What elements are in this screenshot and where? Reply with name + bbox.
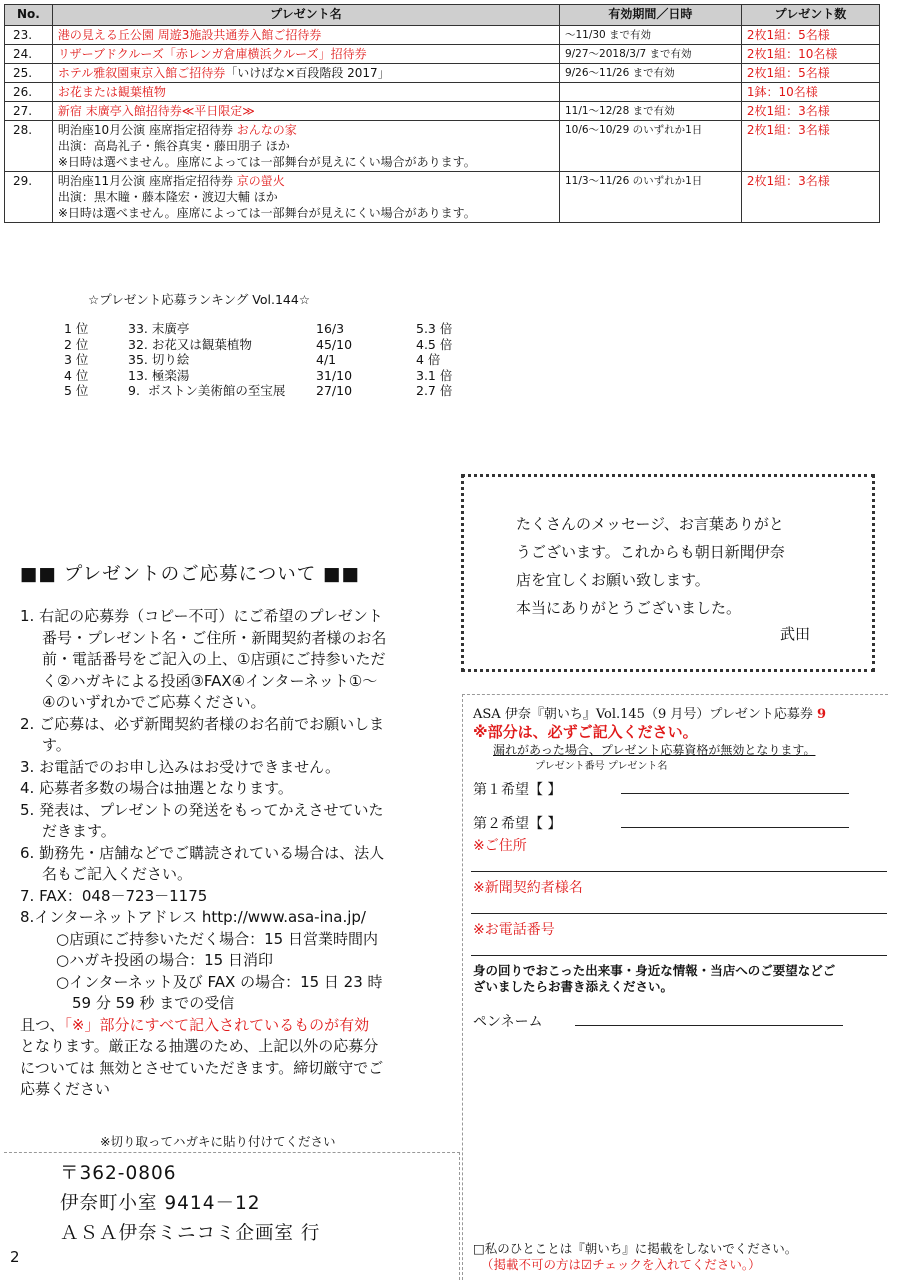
table-row xyxy=(5,102,880,121)
rule-line: 応募ください xyxy=(20,1080,111,1098)
message-line: たくさんのメッセージ、お言葉ありがと xyxy=(516,515,784,533)
table-row xyxy=(5,172,880,223)
ranking-item: 13. 極楽湯 xyxy=(128,367,190,383)
ranking-mult: 4.5 倍 xyxy=(416,336,453,352)
ranking-rank: 3 位 xyxy=(64,352,89,367)
cell-no: 29. xyxy=(5,172,53,223)
name-detail-line: ※日時は選べません。座席によっては一部舞台が見えにくい場合があります。 xyxy=(57,155,476,169)
cell-period xyxy=(559,83,741,102)
entry-form xyxy=(462,694,888,1280)
message-signature: 武田 xyxy=(779,625,810,643)
table-row xyxy=(5,26,880,45)
name-red: 港の見える丘公園 周遊3施設共通券入館ご招待券 xyxy=(57,28,322,42)
rule-line: だきます。 xyxy=(42,822,116,840)
form-title-text: ASA 伊奈『朝いち』Vol.145（9 月号）プレゼント応募券 xyxy=(473,707,813,722)
first-choice-input[interactable] xyxy=(621,793,849,794)
ranking-mult: 4 倍 xyxy=(416,352,441,367)
cell-period: 11/1～12/28 まで有効 xyxy=(559,102,741,121)
cell-count: 2枚1組：3名様 xyxy=(741,121,879,172)
ranking-rank: 1 位 xyxy=(64,321,89,336)
name-detail-line: 出演：黒木瞳・藤本隆宏・渡辺大輔 ほか xyxy=(57,190,278,204)
page-number: 2 xyxy=(10,1248,20,1266)
street-address: 伊奈町小室 9414－12 xyxy=(60,1193,261,1214)
ranking-mult: 5.3 倍 xyxy=(416,321,453,336)
rule-line: ○ハガキ投函の場合：15 日消印 xyxy=(56,951,273,969)
note-prefix: 且つ、 xyxy=(20,1015,65,1034)
invalid-warning: 漏れがあった場合、プレゼント応募資格が無効となります。 xyxy=(493,743,816,757)
rule-line: 6. 勤務先・店舗などでご購読されている場合は、法人 xyxy=(20,843,385,862)
postcard-address-area xyxy=(4,1152,460,1280)
phone-label: ※お電話番号 xyxy=(473,922,555,938)
cell-name xyxy=(52,45,559,64)
rule-line: ○インターネット及び FAX の場合：15 日 23 時 xyxy=(56,972,383,991)
contract-name-label: ※新聞契約者様名 xyxy=(473,880,583,896)
cell-name xyxy=(52,26,559,45)
header-no: No. xyxy=(5,5,53,26)
ranking-row xyxy=(64,337,452,353)
ranking-row xyxy=(64,383,452,399)
name-line xyxy=(58,46,554,62)
ranking-row xyxy=(64,321,452,337)
ranking-item: 35. 切り絵 xyxy=(128,352,190,367)
rule-line: 4. 応募者多数の場合は抽選となります。 xyxy=(20,779,293,797)
ranking-ratio: 27/10 xyxy=(316,383,353,398)
ranking-ratio: 45/10 xyxy=(316,336,353,352)
application-heading: ■■ プレゼントのご応募について ■■ xyxy=(20,564,361,585)
name-red: 京の螢火 xyxy=(236,174,285,188)
name-red: 新宿 末廣亭入館招待券≪平日限定≫ xyxy=(57,104,255,118)
name-line xyxy=(58,173,554,189)
rule-line: す。 xyxy=(42,736,71,754)
pen-name-label: ペンネーム xyxy=(473,1014,543,1030)
cell-name xyxy=(52,102,559,121)
cell-no: 24. xyxy=(5,45,53,64)
ranking-item: 9. ボストン美術館の至宝展 xyxy=(128,383,286,398)
cell-name xyxy=(52,83,559,102)
cell-period: 11/3～11/26 のいずれか1日 xyxy=(559,172,741,223)
table-header-row xyxy=(5,5,880,26)
rule-line: ④のいずれかでご応募ください。 xyxy=(42,693,266,711)
table-row xyxy=(5,121,880,172)
second-choice-label: 第２希望【 】 xyxy=(473,816,562,832)
table-row xyxy=(5,45,880,64)
name-detail-line: 出演：高島礼子・熊谷真実・藤田朋子 ほか xyxy=(57,139,290,153)
name-line xyxy=(58,84,554,100)
ranking-rank: 4 位 xyxy=(64,367,89,383)
name-black: 明治座11月公演 座席指定招待券 xyxy=(57,174,237,188)
address-input[interactable] xyxy=(471,871,887,872)
ranking-item: 33. 末廣亭 xyxy=(128,321,190,336)
ranking-mult: 3.1 倍 xyxy=(416,367,453,383)
cell-count: 2枚1組：5名様 xyxy=(741,64,879,83)
rule-line: 1. 右記の応募券（コピー不可）にご希望のプレゼント xyxy=(20,607,383,625)
recipient: ＡＳＡ伊奈ミニコミ企画室 行 xyxy=(60,1223,321,1244)
cell-count: 2枚1組：3名様 xyxy=(741,102,879,121)
cell-name xyxy=(52,121,559,172)
form-issue-number: 9 xyxy=(816,707,827,722)
message-line: 店を宜しくお願い致します。 xyxy=(516,571,710,589)
ranking-rank: 5 位 xyxy=(64,383,89,398)
cell-no: 26. xyxy=(5,83,53,102)
header-count: プレゼント数 xyxy=(741,5,879,26)
name-line xyxy=(58,103,554,119)
cell-count: 2枚1組：10名様 xyxy=(741,45,879,64)
name-red: リザーブドクルーズ「赤レンガ倉庫横浜クルーズ」招待券 xyxy=(57,47,367,61)
present-table xyxy=(4,4,880,223)
message-line: うございます。これからも朝日新聞伊奈 xyxy=(516,543,785,561)
pen-name-input[interactable] xyxy=(575,1025,843,1026)
optout-checkbox[interactable]: □私のひとことは『朝いち』に掲載をしないでください。 xyxy=(473,1241,798,1256)
rule-line: 前・電話番号をご記入の上、①店頭にご持参いただ xyxy=(42,650,386,668)
name-line xyxy=(58,65,554,81)
rule-line: 名もご記入ください。 xyxy=(42,865,193,883)
comment-note-line: 身の回りでおこった出来事・身近な情報・当店へのご要望などご xyxy=(473,963,836,978)
postal-code: 〒362-0806 xyxy=(60,1163,177,1184)
phone-input[interactable] xyxy=(471,955,887,956)
ranking-ratio: 4/1 xyxy=(316,352,337,367)
cell-no: 23. xyxy=(5,26,53,45)
header-period: 有効期間／日時 xyxy=(559,5,741,26)
name-detail-line: ※日時は選べません。座席によっては一部舞台が見えにくい場合があります。 xyxy=(57,206,476,220)
ranking-ratio: 16/3 xyxy=(316,321,345,336)
name-black: 明治座10月公演 座席指定招待券 xyxy=(57,123,237,137)
optout-note: （掲載不可の方は☑チェックを入れてください。） xyxy=(481,1257,761,1272)
cell-period: 9/27～2018/3/7 まで有効 xyxy=(559,45,741,64)
rule-line: 3. お電話でのお申し込みはお受けできません。 xyxy=(20,757,340,776)
ranking-row xyxy=(64,368,452,384)
rule-line: 8.インターネットアドレス http://www.asa-ina.jp/ xyxy=(20,908,366,926)
rule-line: ○店頭にご持参いただく場合：15 日営業時間内 xyxy=(56,929,378,948)
name-red: お花または観葉植物 xyxy=(57,85,166,99)
rule-line: 2. ご応募は、必ず新聞契約者様のお名前でお願いしま xyxy=(20,714,385,733)
cell-no: 27. xyxy=(5,102,53,121)
rule-line: く②ハガキによる投函③FAX④インターネット①～ xyxy=(42,671,378,690)
message-box xyxy=(461,474,875,672)
rule-line: 7. FAX：048－723－1175 xyxy=(20,886,208,905)
ranking-title: ☆プレゼント応募ランキング Vol.144☆ xyxy=(88,292,311,307)
validity-note xyxy=(20,1015,440,1037)
table-body xyxy=(5,26,880,223)
ranking-mult: 2.7 倍 xyxy=(416,383,453,398)
cell-name xyxy=(52,172,559,223)
cell-period: 10/6～10/29 のいずれか1日 xyxy=(559,121,741,172)
form-title xyxy=(473,703,826,722)
rule-line: については 無効とさせていただきます。締切厳守でご xyxy=(20,1058,384,1077)
cell-count: 2枚1組：5名様 xyxy=(741,26,879,45)
address-label: ※ご住所 xyxy=(473,838,527,854)
cell-period: 9/26～11/26 まで有効 xyxy=(559,64,741,83)
ranking-row xyxy=(64,352,452,368)
contract-name-input[interactable] xyxy=(471,913,887,914)
cell-count: 2枚1組：3名様 xyxy=(741,172,879,223)
rule-line: 5. 発表は、プレゼントの発送をもってかえさせていた xyxy=(20,800,384,819)
cell-no: 28. xyxy=(5,121,53,172)
name-red: ホテル雅叙園東京入館ご招待券 xyxy=(57,66,226,80)
rule-line: となります。厳正なる抽選のため、上記以外の応募分 xyxy=(20,1037,379,1055)
table-row xyxy=(5,64,880,83)
message-line: 本当にありがとうございました。 xyxy=(516,599,742,617)
cell-count: 1鉢：10名様 xyxy=(741,83,879,102)
comment-note-line: ざいましたらお書き添えください。 xyxy=(473,979,674,994)
rule-line: 59 分 59 秒 までの受信 xyxy=(72,994,235,1012)
name-line xyxy=(58,122,554,138)
second-choice-input[interactable] xyxy=(621,827,849,828)
header-name: プレゼント名 xyxy=(52,5,559,26)
cell-no: 25. xyxy=(5,64,53,83)
ranking-item: 32. お花又は観葉植物 xyxy=(128,336,252,352)
ranking-ratio: 31/10 xyxy=(316,367,353,383)
cut-note: ※切り取ってハガキに貼り付けてください xyxy=(100,1134,336,1149)
first-choice-label: 第１希望【 】 xyxy=(473,782,562,798)
name-line xyxy=(58,27,554,43)
cell-name xyxy=(52,64,559,83)
cell-period: ～11/30 まで有効 xyxy=(559,26,741,45)
column-labels: プレゼント番号 プレゼント名 xyxy=(535,761,668,772)
note-red: 「※」部分にすべて記入されているものが有効 xyxy=(64,1015,370,1034)
table-row xyxy=(5,83,880,102)
ranking-rank: 2 位 xyxy=(64,336,89,352)
required-note: ※部分は、必ずご記入ください。 xyxy=(473,723,698,741)
name-tail: 「いけばな×百段階段 2017」 xyxy=(225,66,390,80)
name-red: おんなの家 xyxy=(236,123,297,137)
ranking-list xyxy=(64,321,452,399)
application-rules xyxy=(20,606,440,1101)
rule-line: 番号・プレゼント名・ご住所・新聞契約者様のお名 xyxy=(42,628,387,647)
